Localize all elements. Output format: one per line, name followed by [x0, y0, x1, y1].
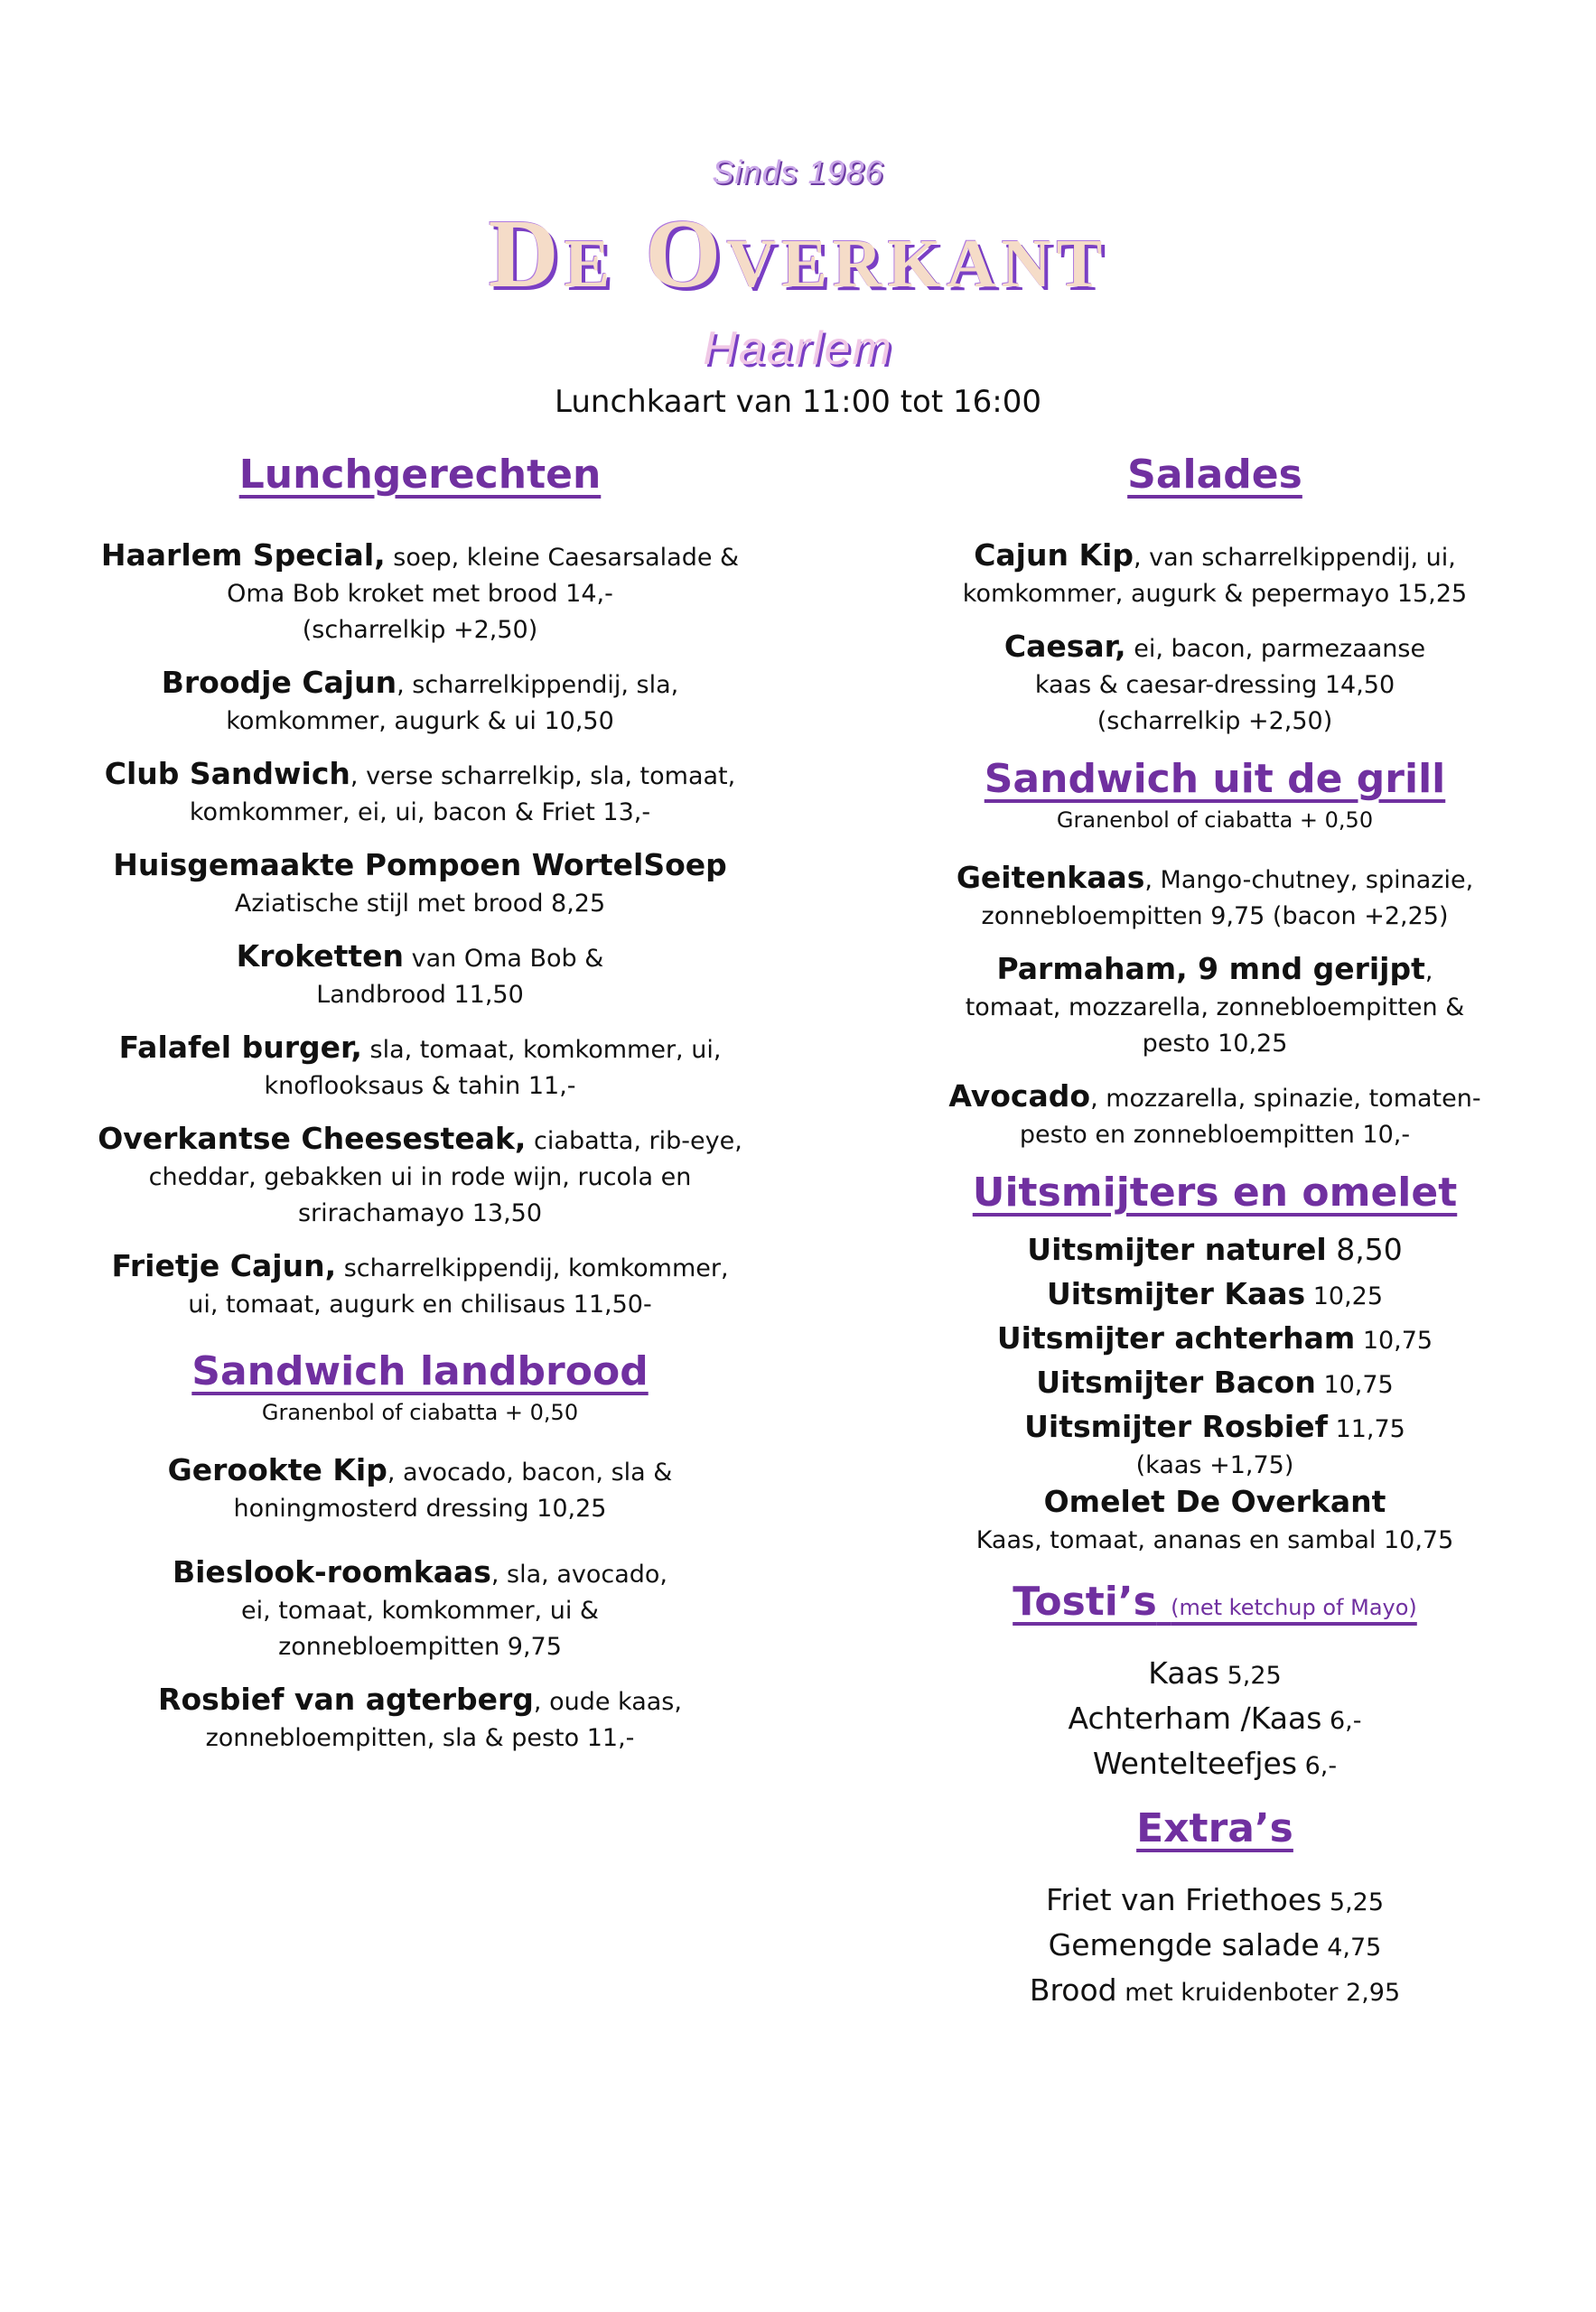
item-name: Cajun Kip [974, 537, 1134, 573]
item-name: Caesar, [1003, 629, 1126, 664]
item-name: Broodje Cajun [161, 665, 397, 700]
item-name: Club Sandwich [104, 756, 350, 791]
tosti-note: (met ketchup of Mayo) [1171, 1595, 1417, 1620]
omelet-description: Kaas, tomaat, ananas en sambal 10,75 [975, 1526, 1454, 1554]
list-item: Friet van Friethoes 5,25 [1045, 1882, 1385, 1917]
list-item: Uitsmijter naturel 8,50 [1027, 1232, 1403, 1267]
list-item: Gemengde salade 4,75 [1048, 1927, 1382, 1962]
menu-item: Falafel burger, sla, tomaat, komkommer, ui, knoflooksaus & tahin 11,- [118, 1030, 722, 1100]
section-title-lunch: Lunchgerechten [238, 452, 602, 498]
section-title-sandwich-grill: Sandwich uit de grill [984, 756, 1446, 802]
menu-item: Geitenkaas, Mango-chutney, spinazie, zonnebloempitten 9,75 (bacon +2,25) [956, 860, 1474, 930]
section-title-salades: Salades [1127, 452, 1302, 498]
list-item: Uitsmijter Bacon 10,75 [1036, 1365, 1394, 1400]
menu-item: Parmaham, 9 mnd gerijpt, tomaat, mozzarella, zonnebloempitten & pesto 10,25 [965, 951, 1465, 1058]
item-name: Geitenkaas [956, 860, 1145, 895]
list-item: Uitsmijter achterham 10,75 [996, 1320, 1433, 1356]
menu-item: Caesar, ei, bacon, parmezaanse kaas & caesar-dressing 14,50 (scharrelkip +2,50) [1003, 629, 1426, 735]
item-name: Rosbief van agterberg [158, 1682, 534, 1717]
list-item: Uitsmijter Rosbief 11,75 [1024, 1409, 1405, 1444]
menu-item: Club Sandwich, verse scharrelkip, sla, tomaat, komkommer, ei, ui, bacon & Friet 13,- [104, 756, 736, 826]
menu-item: Broodje Cajun, scharrelkippendij, sla, komkommer, augurk & ui 10,50 [161, 665, 679, 735]
item-name: Haarlem Special, [100, 537, 386, 573]
tosti-list [885, 1652, 1545, 1787]
menu-item: Huisgemaakte Pompoen WortelSoep Aziatische stijl met brood 8,25 [113, 847, 727, 918]
item-name: Avocado [948, 1078, 1091, 1114]
list-item: Uitsmijter Kaas 10,25 [1046, 1276, 1384, 1311]
item-name: Parmaham, 9 mnd gerijpt [996, 951, 1425, 986]
item-name: Kroketten [236, 938, 405, 974]
uitsmijter-list [885, 1232, 1545, 1559]
section-title-sandwich-landbrood: Sandwich landbrood [191, 1348, 649, 1394]
list-item: Wentelteefjes 6,- [1092, 1746, 1338, 1781]
item-name: Huisgemaakte Pompoen WortelSoep [113, 847, 727, 882]
section-subtitle: Granenbol of ciabatta + 0,50 [261, 1400, 579, 1425]
item-name: Falafel burger, [118, 1030, 362, 1065]
section-title-tostis: Tosti’s (met ketchup of Mayo) [1013, 1579, 1417, 1625]
list-item: Omelet De Overkant [1043, 1484, 1386, 1519]
menu-item: Kroketten van Oma Bob & Landbrood 11,50 [236, 938, 604, 1009]
right-column [885, 452, 1545, 2014]
menu-item: Avocado, mozzarella, spinazie, tomaten- pesto en zonnebloempitten 10,- [948, 1078, 1481, 1149]
section-subtitle: Granenbol of ciabatta + 0,50 [1056, 807, 1374, 833]
extras-list [885, 1878, 1545, 2014]
item-name: Gerookte Kip [167, 1452, 387, 1487]
menu-item: Rosbief van agterberg, oude kaas, zonnebloempitten, sla & pesto 11,- [158, 1682, 682, 1752]
uitsmijter-note: (kaas +1,75) [1135, 1451, 1294, 1479]
menu-item: Gerookte Kip, avocado, bacon, sla & honingmosterd dressing 10,25 [167, 1452, 673, 1523]
city-label: Haarlem [703, 322, 893, 375]
list-item: Kaas 5,25 [1148, 1655, 1282, 1691]
item-name: Frietje Cajun, [111, 1248, 337, 1283]
section-title-uitsmijters: Uitsmijters en omelet [972, 1170, 1458, 1216]
lunch-hours: Lunchkaart van 11:00 tot 16:00 [555, 384, 1041, 420]
menu-item: Haarlem Special, soep, kleine Caesarsalade & Oma Bob kroket met brood 14,- (scharrelkip +2,50) [100, 537, 740, 644]
menu-item: Overkantse Cheesesteak, ciabatta, rib-eye, cheddar, gebakken ui in rode wijn, rucola en srirachamayo 13,50 [98, 1121, 742, 1227]
menu-item: Cajun Kip, van scharrelkippendij, ui, komkommer, augurk & pepermayo 15,25 [962, 537, 1468, 608]
section-title-extras: Extra’s [1136, 1805, 1293, 1851]
since-label: Sinds 1986 [712, 154, 884, 191]
menu-item: Frietje Cajun, scharrelkippendij, komkommer, ui, tomaat, augurk en chilisaus 11,50- [111, 1248, 729, 1319]
item-name: Bieslook-roomkaas [172, 1554, 491, 1590]
menu-item: Bieslook-roomkaas, sla, avocado, ei, tomaat, komkommer, ui & zonnebloempitten 9,75 [172, 1554, 668, 1661]
restaurant-logo: De Overkant [488, 200, 1108, 308]
left-column [54, 452, 786, 1757]
list-item: Achterham /Kaas 6,- [1068, 1701, 1362, 1736]
item-name: Overkantse Cheesesteak, [98, 1121, 527, 1156]
list-item: Brood met kruidenboter 2,95 [1029, 1972, 1401, 2008]
